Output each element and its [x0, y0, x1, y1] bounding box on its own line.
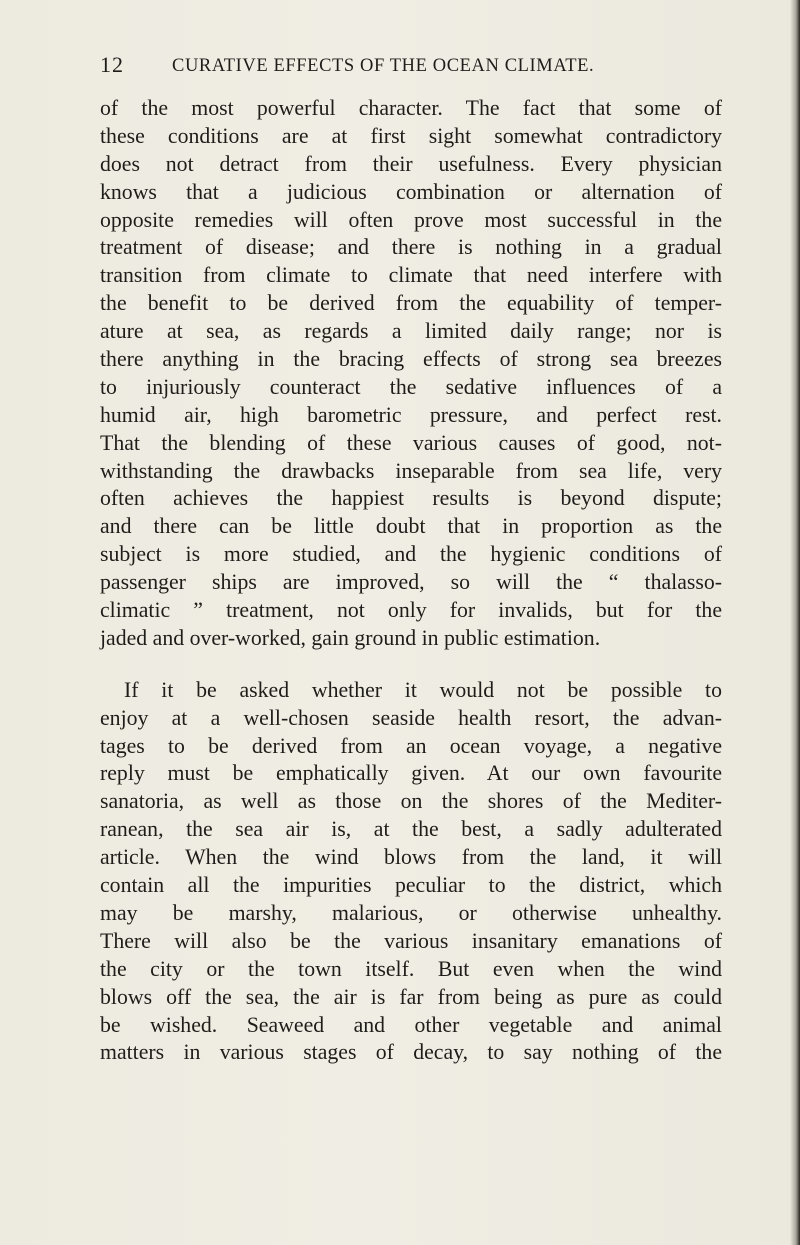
text-line: blows off the sea, the air is far from being as pure as could [100, 984, 722, 1009]
text-line: transition from climate to climate that need interfere with [100, 263, 722, 288]
text-line: passenger ships are improved, so will the “ thalasso- [100, 570, 722, 595]
text-line: That the blending of these various causes of good, not- [100, 430, 722, 455]
text-line: tages to be derived from an ocean voyage, a negative [100, 733, 722, 758]
text-line: ranean, the sea air is, at the best, a sadly adulterated [100, 817, 722, 842]
text-line: enjoy at a well-chosen seaside health resort, the advan- [100, 705, 722, 730]
text-line: withstanding the drawbacks inseparable from sea life, very [100, 458, 722, 483]
text-line: matters in various stages of decay, to say nothing of the [100, 1040, 722, 1065]
text-line: and there can be little doubt that in proportion as the [100, 514, 722, 539]
text-line: does not detract from their usefulness. Every physician [100, 151, 722, 176]
page-title: CURATIVE EFFECTS OF THE OCEAN CLIMATE. [172, 56, 595, 76]
text-line: these conditions are at first sight somewhat contradictory [100, 123, 722, 148]
text-line: There will also be the various insanitary emanations of [100, 928, 722, 953]
text-line: knows that a judicious combination or alternation of [100, 179, 722, 204]
text-line: often achieves the happiest results is beyond dispute; [100, 486, 722, 511]
text-line: there anything in the bracing effects of strong sea breezes [100, 347, 722, 372]
text-line: jaded and over-worked, gain ground in public estimation. [100, 625, 601, 650]
paragraph-2 [100, 677, 722, 1067]
text-line: If it be asked whether it would not be possible to [124, 677, 722, 702]
text-line: climatic ” treatment, not only for invalids, but for the [100, 598, 722, 623]
text-line: ature at sea, as regards a limited daily range; nor is [100, 319, 722, 344]
text-line: reply must be emphatically given. At our own favourite [100, 761, 722, 786]
text-line: sanatoria, as well as those on the shores of the Mediter- [100, 789, 722, 814]
paragraph-1 [100, 95, 722, 653]
paragraph-gap [100, 653, 722, 677]
text-line: to injuriously counteract the sedative influences of a [100, 374, 722, 399]
text-line: humid air, high barometric pressure, and perfect rest. [100, 402, 722, 427]
running-head [100, 52, 740, 82]
text-line: of the most powerful character. The fact that some of [100, 96, 722, 120]
text-line: the city or the town itself. But even when the wind [100, 956, 722, 981]
text-line: article. When the wind blows from the land, it will [100, 845, 722, 870]
text-line: may be marshy, malarious, or otherwise unhealthy. [100, 900, 722, 925]
text-line: opposite remedies will often prove most successful in the [100, 207, 722, 232]
page-edge-shadow [790, 0, 800, 1245]
text-line: subject is more studied, and the hygienic conditions of [100, 542, 722, 567]
text-line: treatment of disease; and there is nothing in a gradual [100, 235, 722, 260]
text-line: be wished. Seaweed and other vegetable and animal [100, 1012, 722, 1037]
text-line: contain all the impurities peculiar to the district, which [100, 873, 722, 898]
body-text [100, 95, 722, 1067]
page-number: 12 [100, 52, 124, 77]
text-line: the benefit to be derived from the equability of temper- [100, 291, 722, 316]
